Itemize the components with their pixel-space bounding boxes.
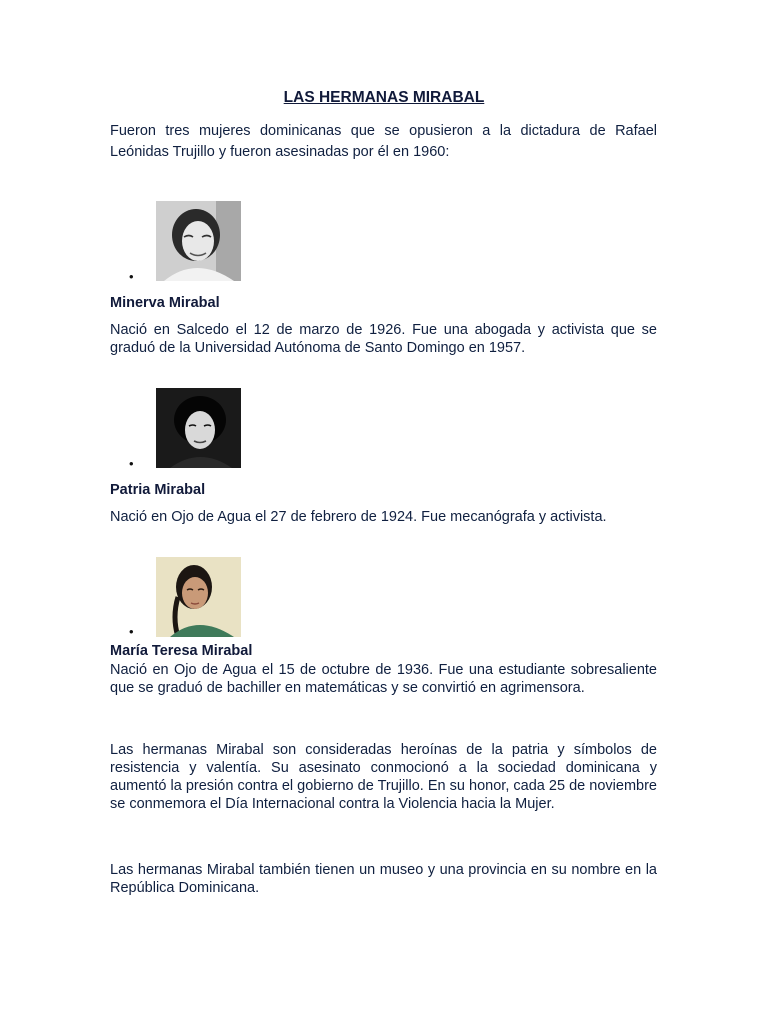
closing-paragraph-1: Las hermanas Mirabal son consideradas heroínas de la patria y símbolos de resistencia y valentía. Su asesinato conmocionó a la sociedad dominicana y aumentó la presión contra el gobierno de Trujillo. En su honor, cada 25 de noviembre se conmemora el Día Internacional contra la Violencia hacia la Mujer. bbox=[110, 742, 657, 812]
sister-bio-maria-teresa: Nació en Ojo de Agua el 15 de octubre de 1936. Fue una estudiante sobresaliente que se graduó de bachiller en matemáticas y se convirtió en agrimensora. bbox=[110, 662, 657, 696]
bullet-marker: • bbox=[129, 269, 134, 284]
sister-bio-patria: Nació en Ojo de Agua el 27 de febrero de 1924. Fue mecanógrafa y activista. bbox=[110, 509, 607, 525]
document-title: LAS HERMANAS MIRABAL bbox=[283, 89, 485, 106]
bullet-marker: • bbox=[129, 624, 134, 639]
patria-portrait-photo bbox=[156, 388, 241, 468]
maria-teresa-portrait-photo bbox=[156, 557, 241, 637]
sister-bio-minerva: Nació en Salcedo el 12 de marzo de 1926. Fue una abogada y activista que se graduó de la Universidad Autónoma de Santo Domingo en 1957. bbox=[110, 322, 657, 356]
sister-name-maria-teresa: María Teresa Mirabal bbox=[110, 643, 253, 659]
sister-name-minerva: Minerva Mirabal bbox=[110, 295, 220, 311]
closing-paragraph-2: Las hermanas Mirabal también tienen un museo y una provincia en su nombre en la República Dominicana. bbox=[110, 862, 657, 896]
minerva-portrait-photo bbox=[156, 201, 241, 281]
intro-paragraph: Fueron tres mujeres dominicanas que se opusieron a la dictadura de Rafael Leónidas Trujillo y fueron asesinadas por él en 1960: bbox=[110, 123, 657, 160]
sister-name-patria: Patria Mirabal bbox=[110, 482, 206, 498]
bullet-marker: • bbox=[129, 456, 134, 471]
